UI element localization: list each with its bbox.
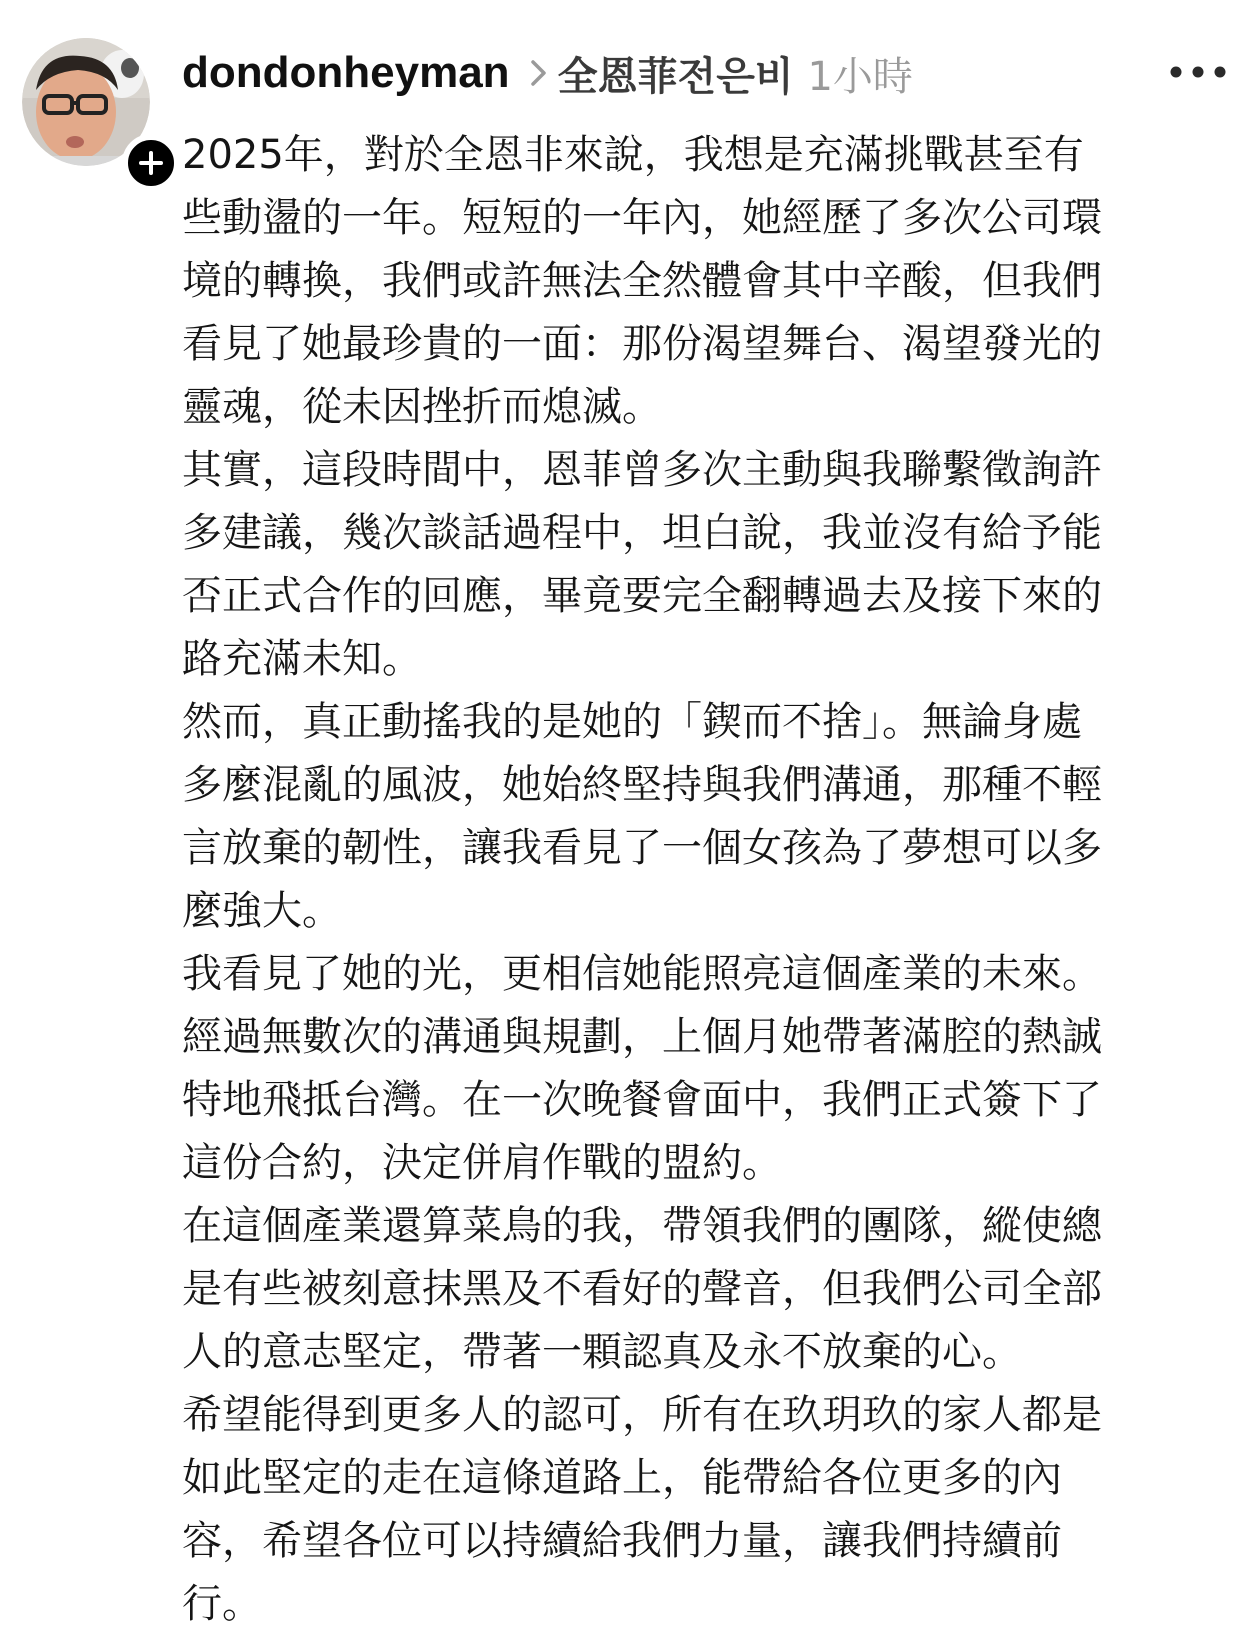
topic-tag[interactable]: 全恩菲전은비: [557, 53, 794, 100]
post-text-line: 言放棄的韌性，讓我看見了一個女孩為了夢想可以多: [182, 825, 1102, 871]
more-horizontal-icon: [1168, 65, 1228, 79]
chevron-right-icon: [530, 58, 548, 88]
post-text-line: 希望能得到更多人的認可，所有在玖玥玖的家人都是: [182, 1392, 1102, 1438]
post-text-line: 容，希望各位可以持續給我們力量，讓我們持續前: [182, 1518, 1062, 1564]
post-text-line: 多建議，幾次談話過程中，坦白說，我並沒有給予能: [182, 510, 1102, 556]
more-options-button[interactable]: [1160, 54, 1236, 90]
post-text-line: 境的轉換，我們或許無法全然體會其中辛酸，但我們: [182, 258, 1102, 304]
post-text-line: 我看見了她的光，更相信她能照亮這個產業的未來。: [182, 951, 1102, 997]
post-text-line: 否正式合作的回應，畢竟要完全翻轉過去及接下來的: [182, 573, 1102, 619]
post-timestamp: 1小時: [807, 53, 913, 100]
post-text-line: 是有些被刻意抹黑及不看好的聲音，但我們公司全部: [182, 1266, 1102, 1312]
post-text-line: 這份合約，決定併肩作戰的盟約。: [182, 1140, 782, 1186]
post-text-line: 些動盪的一年。短短的一年內，她經歷了多次公司環: [182, 195, 1102, 241]
post-text-line: 麼強大。: [182, 888, 342, 934]
post-text-line: 特地飛抵台灣。在一次晚餐會面中，我們正式簽下了: [182, 1077, 1102, 1123]
post-text-line: 人的意志堅定，帶著一顆認真及永不放棄的心。: [182, 1329, 1022, 1375]
author-avatar-container[interactable]: [22, 38, 150, 166]
post-body: [182, 124, 1240, 1636]
post-text-line: 然而，真正動搖我的是她的「鍥而不捨」。無論身處: [182, 699, 1082, 745]
post-text-line: 行。: [182, 1581, 262, 1627]
author-username[interactable]: dondonheyman: [182, 48, 510, 97]
post-text-line: 靈魂，從未因挫折而熄滅。: [182, 384, 662, 430]
post-text-line: 在這個產業還算菜鳥的我，帶領我們的團隊，縱使總: [182, 1203, 1102, 1249]
post-text-line: 看見了她最珍貴的一面：那份渴望舞台、渴望發光的: [182, 321, 1102, 367]
post-text-line: 經過無數次的溝通與規劃，上個月她帶著滿腔的熱誠: [182, 1014, 1102, 1060]
follow-button[interactable]: [122, 134, 180, 192]
plus-icon: [138, 150, 164, 176]
post-text-line: 多麼混亂的風波，她始終堅持與我們溝通，那種不輕: [182, 762, 1102, 808]
post-text-line: 其實，這段時間中，恩菲曾多次主動與我聯繫徵詢許: [182, 447, 1102, 493]
post-text-line: 路充滿未知。: [182, 636, 422, 682]
post-header: [182, 42, 913, 104]
post-text-line: 如此堅定的走在這條道路上，能帶給各位更多的內: [182, 1455, 1062, 1501]
post-text-line: 2025年，對於全恩非來說，我想是充滿挑戰甚至有: [182, 132, 1084, 178]
